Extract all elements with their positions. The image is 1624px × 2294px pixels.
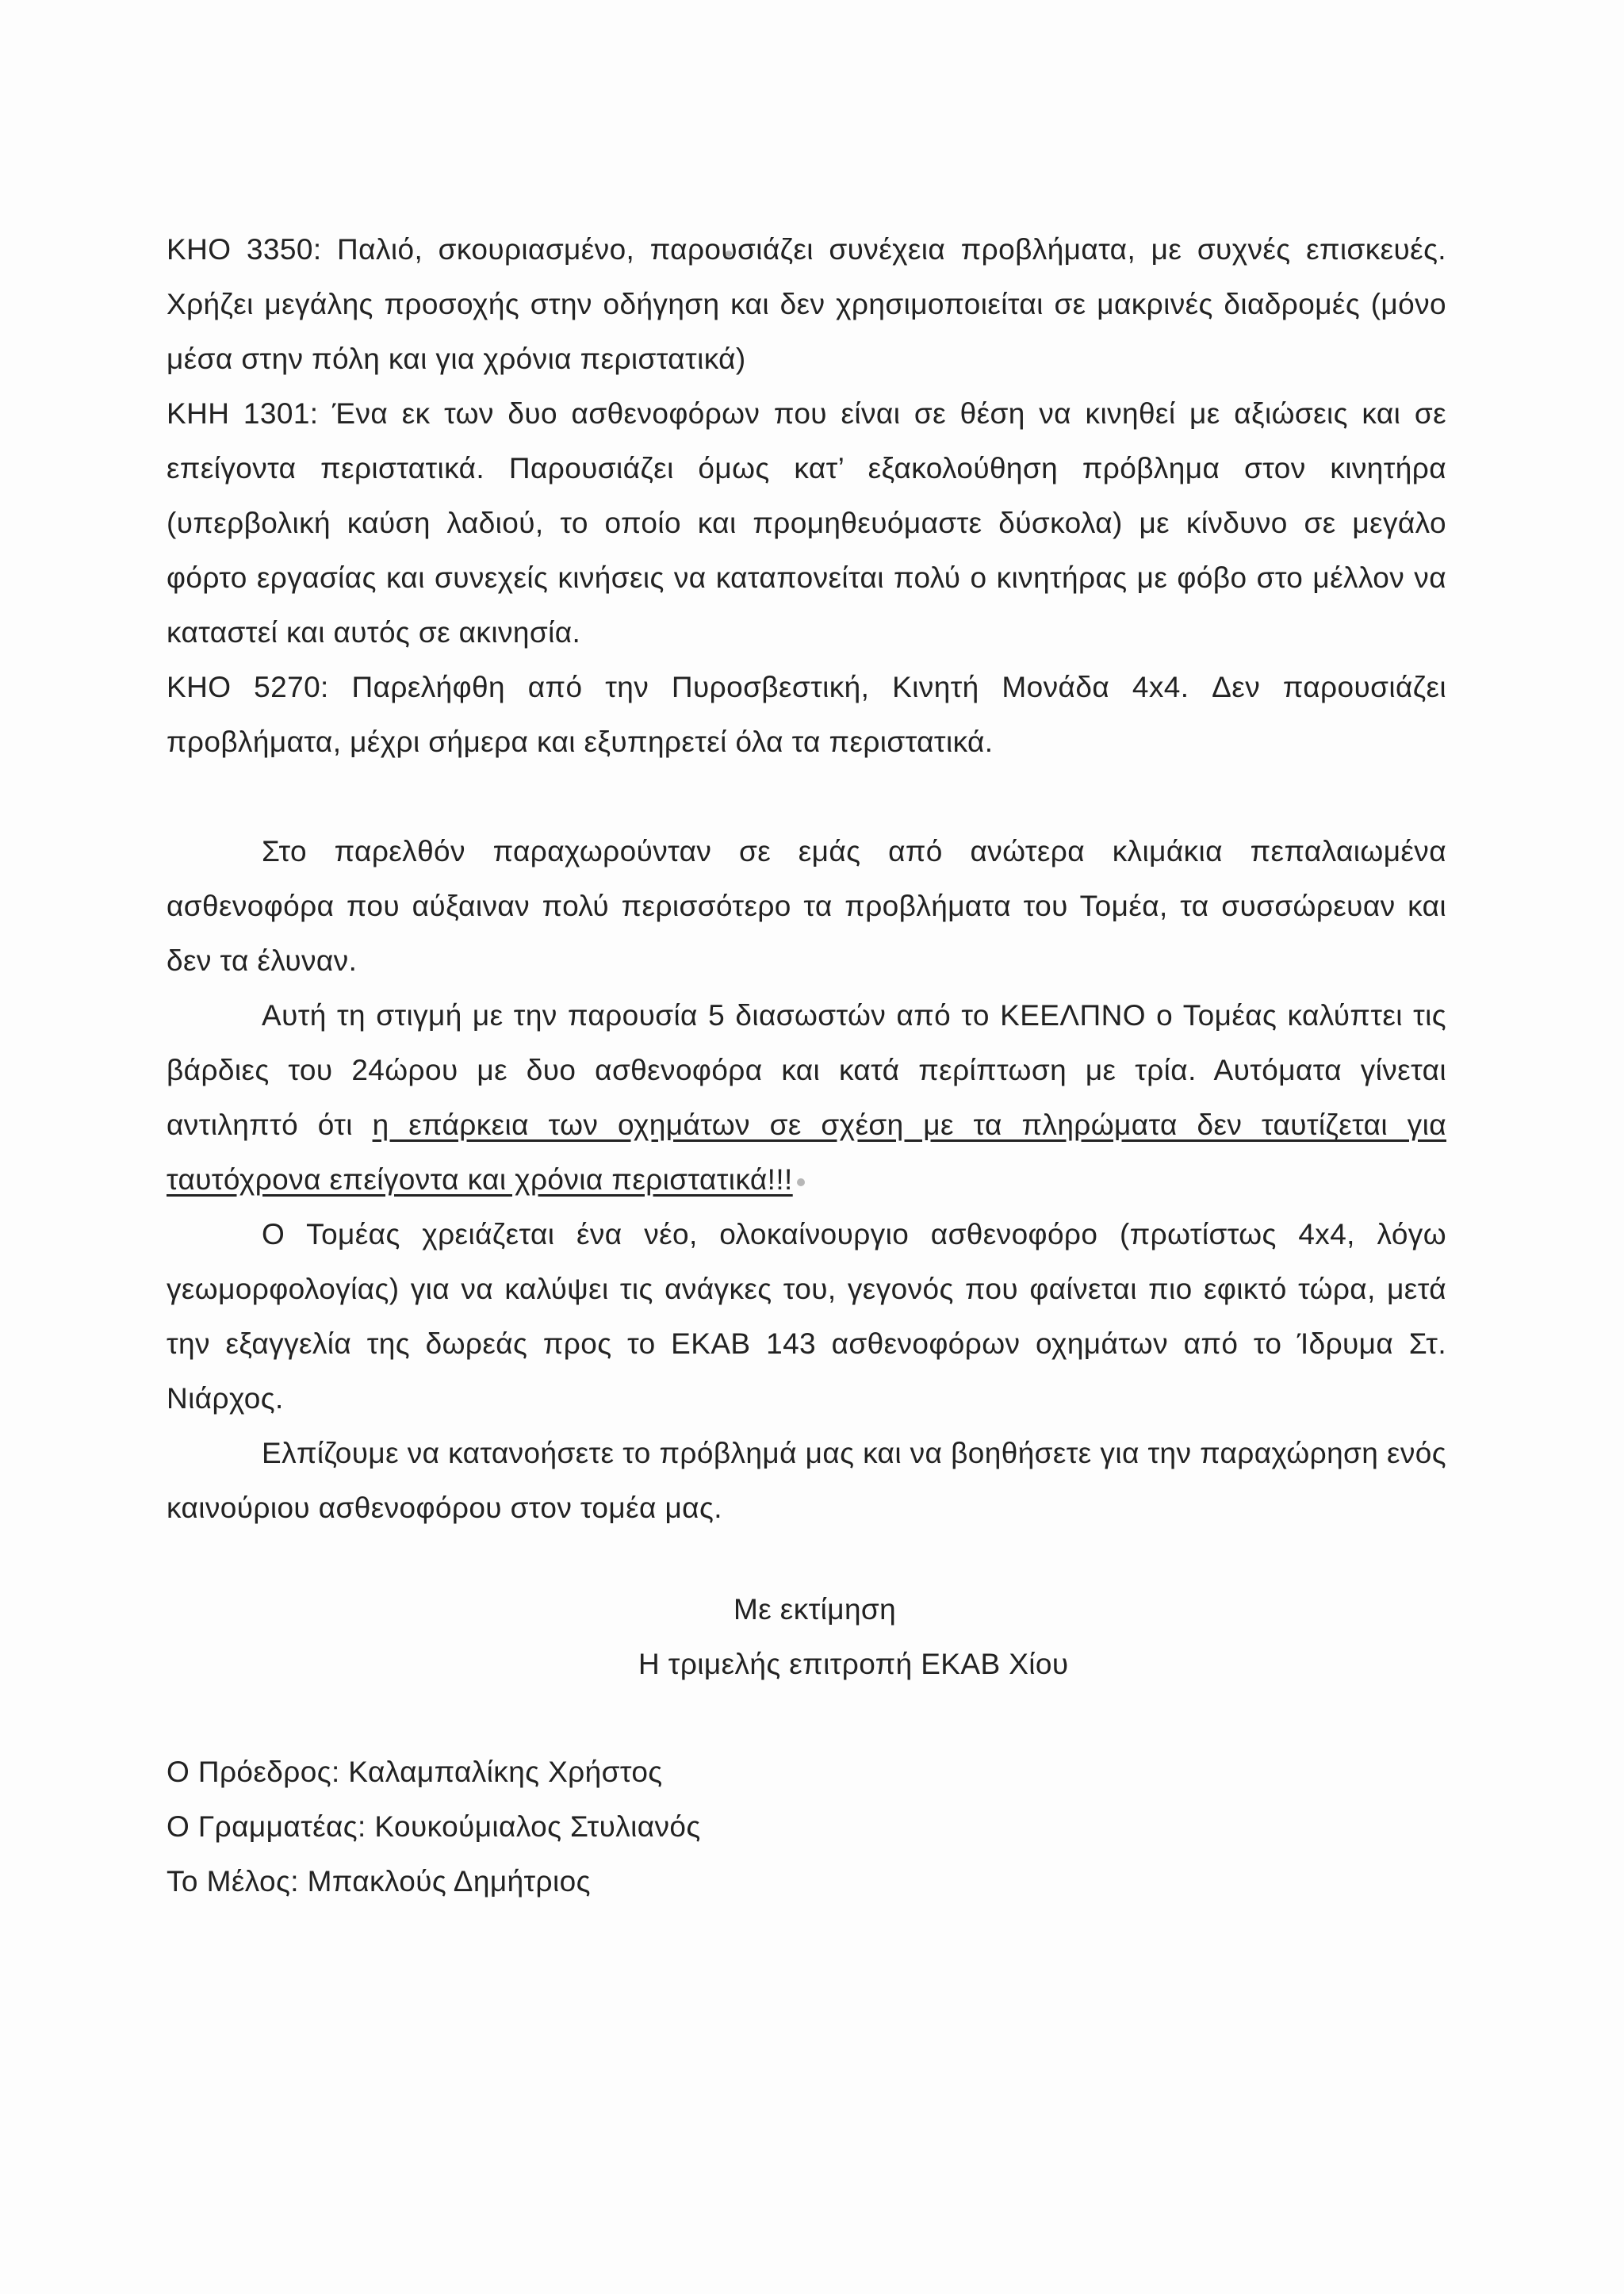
committee-name: Η τριμελής επιτροπή ΕΚΑΒ Χίου (638, 1648, 1069, 1680)
secretary-line: Ο Γραμματέας: Κουκούμιαλος Στυλιανός (167, 1810, 701, 1843)
president-line: Ο Πρόεδρος: Καλαμπαλίκης Χρήστος (167, 1756, 663, 1788)
request-paragraph: Ελπίζουμε να κατανοήσετε το πρόβλημά μας και να βοηθήσετε για την παραχώρηση ενός καινούριου ασθενοφόρου στον τομέα μας. (167, 1437, 1446, 1524)
paragraph-spacer (167, 769, 1446, 824)
underlined-emphasis: η επάρκεια των οχημάτων σε σχέση με τα πληρώματα δεν ταυτίζεται για ταυτόχρονα επείγοντα και χρόνια περιστατικά!!! (167, 1109, 1446, 1196)
salutation: Με εκτίμηση (733, 1593, 897, 1626)
vehicle-kho5270-paragraph: ΚΗΟ 5270: Παρελήφθη από την Πυροσβεστική, Κινητή Μονάδα 4x4. Δεν παρουσιάζει προβλήματα, μέχρι σήμερα και εξυπηρετεί όλα τα περιστατικά. (167, 671, 1446, 758)
member-line: Το Μέλος: Μπακλούς Δημήτριος (167, 1865, 591, 1898)
history-paragraph: Στο παρελθόν παραχωρούνταν σε εμάς από ανώτερα κλιμάκια πεπαλαιωμένα ασθενοφόρα που αύξαιναν πολύ περισσότερο τα προβλήματα του Τομέα, τα συσσώρευαν και δεν τα έλυναν. (167, 835, 1446, 977)
committee-members (167, 1744, 701, 1909)
vehicle-kho3350-paragraph: ΚΗΟ 3350: Παλιό, σκουριασμένο, παρουσιάζει συνέχεια προβλήματα, με συχνές επισκευές. Χρήζει μεγάλης προσοχής στην οδήγηση και δεν χρησιμοποιείται σε μακρινές διαδρομές (μόνο μέσα στην πόλη και για χρόνια περιστατικά) (167, 233, 1446, 375)
current-situation-paragraph (167, 988, 1446, 1207)
need-paragraph: Ο Τομέας χρειάζεται ένα νέο, ολοκαίνουργιο ασθενοφόρο (πρωτίστως 4x4, λόγω γεωμορφολογίας) για να καλύψει τις ανάγκες του, γεγονός που φαίνεται πιο εφικτό τώρα, μετά την εξαγγελία της δωρεάς προς το ΕΚΑΒ 143 ασθενοφόρων οχημάτων από το Ίδρυμα Στ. Νιάρχος. (167, 1218, 1446, 1415)
current-situation-text: Αυτή τη στιγμή με την παρουσία 5 διασωστών από το ΚΕΕΛΠΝΟ ο Τομέας καλύπτει τις βάρδιες του 24ώρου με δυο ασθενοφόρα και κατά περίπτωση με τρία. Αυτόματα γίνεται αντιληπτό ότι (167, 999, 1446, 1141)
letter-body (167, 222, 1446, 1535)
vehicle-khh1301-paragraph: ΚΗΗ 1301: Ένα εκ των δυο ασθενοφόρων που είναι σε θέση να κινηθεί με αξιώσεις και σε επείγοντα περιστατικά. Παρουσιάζει όμως κατ’ εξακολούθηση πρόβλημα στον κινητήρα (υπερβολική καύση λαδιού, το οποίο και προμηθευόμαστε δύσκολα) με κίνδυνο σε μεγάλο φόρτο εργασίας και συνεχείς κινήσεις να καταπονείται πολύ ο κινητήρας με φόβο στο μέλλον να καταστεί και αυτός σε ακινησία. (167, 397, 1446, 649)
